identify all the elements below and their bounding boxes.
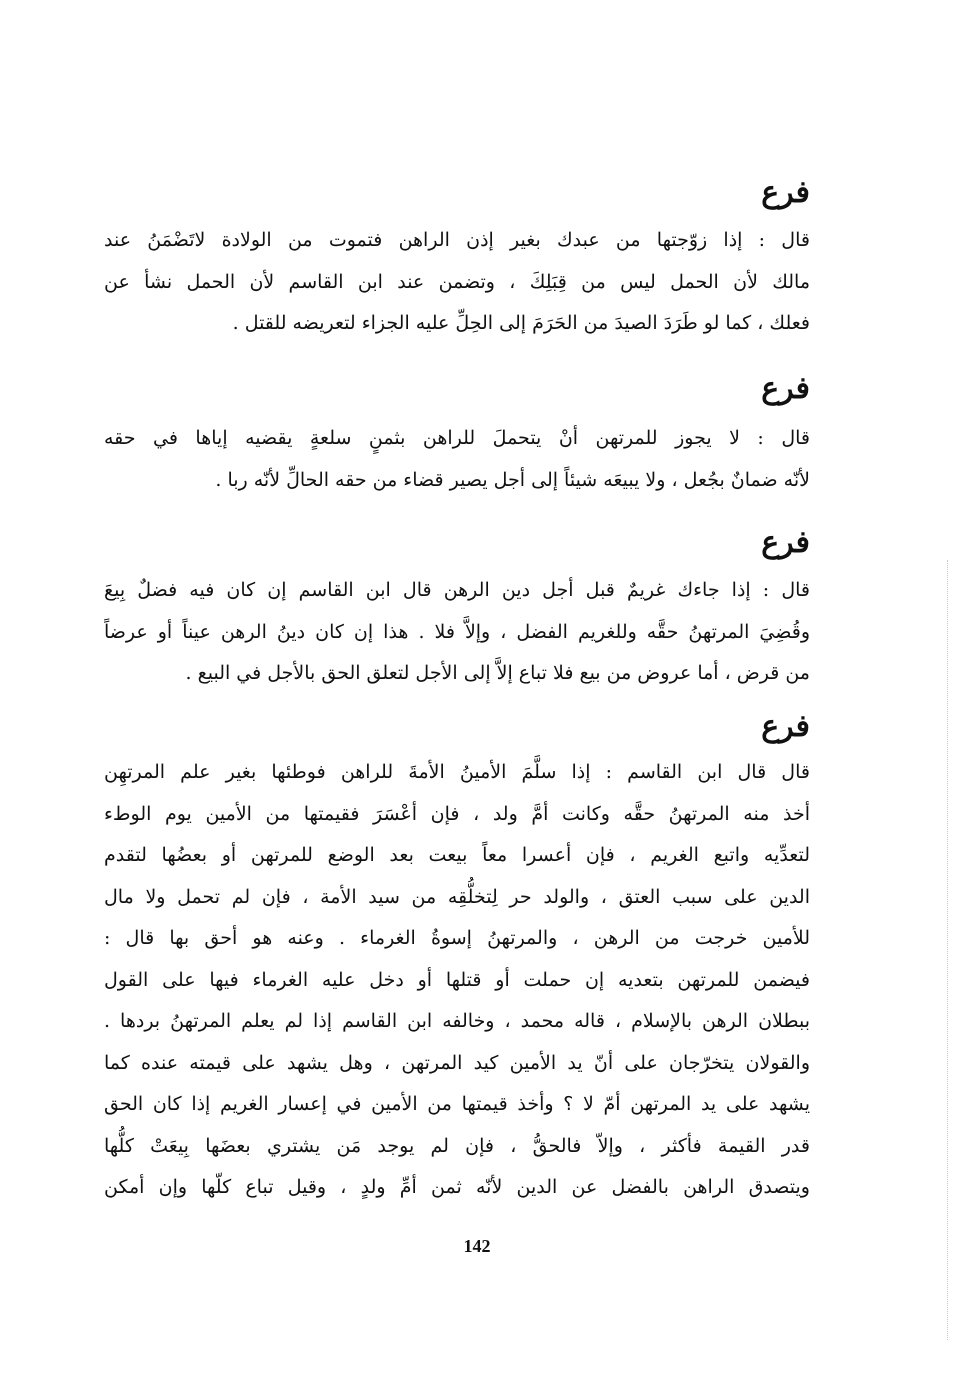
text-line: قال : إذا جاءك غريمٌ قبل أجل دين الرهن قال ابن القاسم إن كان فيه فضلٌ بِيعَ <box>104 579 810 601</box>
text-line: لتعدِّيه واتبع الغريم ، فإن أعسرا معاً بيعت بعد الوضع للمرتهن أو بعضُها لتقدم <box>104 844 810 866</box>
paragraph <box>104 752 810 1209</box>
paragraph <box>104 220 810 345</box>
scan-edge-divider <box>946 560 948 1340</box>
text-line: من قرض ، أما عروض من بيع فلا تباع إلاَّ إلى الأجل لتعلق الحق بالأجل في البيع . <box>185 662 810 684</box>
text-line: والقولان يتخرّجان على أنّ يد الأمين كيد المرتهن ، وهل يشهد على قيمته عنده كما <box>104 1051 810 1074</box>
text-line: مالك لأن الحمل ليس من قِبَلِكَ ، وتضمن عند ابن القاسم لأن الحمل نشأ عن <box>104 270 810 293</box>
text-line: لأنّه ضمانٌ بجُعل ، ولا يبيعَه شيئاً إلى أجل يصير قضاء من حقه الحالِّ لأنّه ربا . <box>215 468 810 491</box>
text-line: ويتصدق الراهن بالفضل عن الدين لأنّه ثمن أمِّ ولدٍ ، وقيل تباع كلّها وإن أمكن <box>104 1176 810 1198</box>
section-heading: فرع <box>761 525 810 560</box>
text-line: يشهد على يد المرتهن أمّ لا ؟ وأخذ قيمتها من الأمين في إعسار الغريم إذا كان الحق <box>104 1093 810 1115</box>
text-line: أخذ منه المرتهنُ حقَّه وكانت أمَّ ولد ، فإن أعْسَرَ فقيمتها من الأمين يوم الوطء <box>104 802 810 825</box>
page-number: 142 <box>463 1236 491 1256</box>
paragraph <box>104 570 810 695</box>
text-line: الدين على سبب العتق ، والولد حر لِتخلُّقِه من سيد الأمة ، فإن لم تحمل ولا مال <box>104 885 810 908</box>
text-line: وقُضِيَ المرتهنُ حقَّه وللغريم الفضل ، وإلاَّ فلا . هذا إن كان دينُ الرهن عيناً أو عرضاً <box>104 620 810 643</box>
paragraph <box>104 418 810 501</box>
text-line: قال : لا يجوز للمرتهن أنْ يتحملَ للراهن بثمنٍ سلعةٍ يقضيه إياها في حقه <box>104 427 810 449</box>
text-line: قال : إذا زوّجتها من عبدك بغير إذن الراهن فتموت من الولادة لاتَضْمَنُ عند <box>104 229 810 251</box>
section-heading: فرع <box>761 175 810 210</box>
text-line: قدر القيمة فأكثر ، وإلاّ فالحقُّ ، فإن لم يوجد مَن يشتري بعضَها بِيعَتْ كلُّها <box>104 1134 810 1157</box>
text-line: فيضمن للمرتهن بتعديه إن حملت أو قتلها أو دخل عليه الغرماء فيها على القول <box>104 968 810 991</box>
text-line: قال قال ابن القاسم : إذا سلَّمَ الأمينُ الأمةَ للراهن فوطئها بغير علم المرتهِن <box>104 761 810 783</box>
section-heading: فرع <box>761 371 810 406</box>
text-line: ببطلان الرهن بالإسلام ، قاله محمد ، وخالفه ابن القاسم إذا لم يعلم المرتهنُ بردها . <box>104 1010 810 1032</box>
section-heading: فرع <box>761 709 810 744</box>
text-line: للأمين خرجت من الرهن ، والمرتهنُ إسوةُ الغرماء . وعنه هو أحق بها قال : <box>104 927 810 949</box>
text-line: فعلك ، كما لو طَرَدَ الصيدَ من الحَرَمَ إلى الحِلِّ عليه الجزاء لتعريضه للقتل . <box>232 312 810 334</box>
